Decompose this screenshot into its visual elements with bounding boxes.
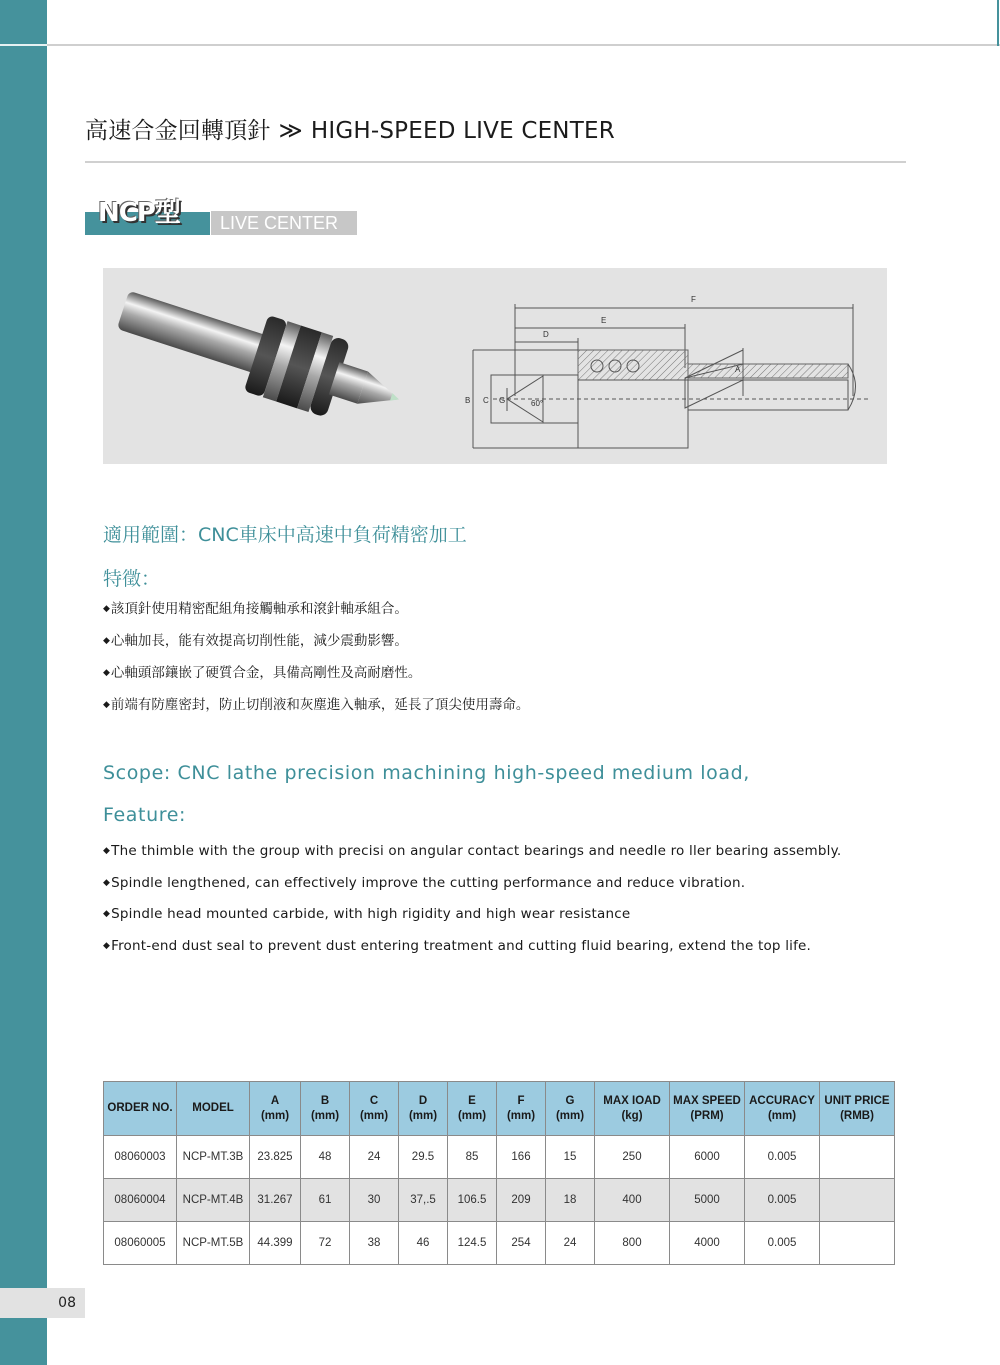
header-unit: (mm) bbox=[260, 1109, 290, 1122]
table-cell: 30 bbox=[350, 1179, 399, 1222]
list-item bbox=[103, 598, 529, 630]
column-header bbox=[350, 1082, 399, 1136]
model-subtitle: LIVE CENTER bbox=[211, 211, 357, 235]
table-cell: 4000 bbox=[670, 1222, 745, 1265]
page-number: 08 bbox=[58, 1295, 76, 1311]
column-header bbox=[448, 1082, 497, 1136]
table-cell: 5000 bbox=[670, 1179, 745, 1222]
live-center-photo bbox=[111, 272, 412, 438]
feature-text: 前端有防塵密封，防止切削液和灰塵進入軸承，延長了頂尖使用壽命。 bbox=[110, 697, 530, 713]
header-unit: (PRM) bbox=[690, 1109, 724, 1122]
side-accent-bar bbox=[0, 0, 47, 1365]
dim-label-c: C bbox=[483, 396, 489, 405]
header-label: MODEL bbox=[192, 1102, 234, 1114]
scope-chinese: 適用範圍：CNC車床中高速中負荷精密加工 bbox=[103, 524, 467, 546]
list-item bbox=[103, 694, 529, 726]
header-label: B bbox=[320, 1094, 330, 1107]
product-illustration bbox=[103, 268, 887, 464]
diamond-bullet-icon: ◆ bbox=[103, 940, 111, 951]
table-cell: 15 bbox=[546, 1136, 595, 1179]
column-header bbox=[497, 1082, 546, 1136]
table-cell: 31.267 bbox=[250, 1179, 301, 1222]
header-label: ACCURACY bbox=[749, 1094, 815, 1107]
dim-label-e: E bbox=[601, 316, 607, 325]
table-cell: 38 bbox=[350, 1222, 399, 1265]
column-header bbox=[670, 1082, 745, 1136]
top-rule bbox=[47, 44, 1000, 46]
list-item bbox=[103, 630, 529, 662]
diamond-bullet-icon: ◆ bbox=[103, 604, 110, 614]
table-cell: 23.825 bbox=[250, 1136, 301, 1179]
column-header bbox=[250, 1082, 301, 1136]
feature-text: Spindle lengthened, can effectively improve the cutting performance and reduce vibration. bbox=[111, 874, 746, 891]
header-label: E bbox=[468, 1094, 476, 1107]
page-title bbox=[85, 112, 615, 145]
header-label: G bbox=[565, 1094, 575, 1107]
column-header bbox=[595, 1082, 670, 1136]
table-cell: NCP-MT.5B bbox=[177, 1222, 250, 1265]
header-unit: (mm) bbox=[555, 1109, 585, 1122]
header-unit: (mm) bbox=[457, 1109, 487, 1122]
list-item bbox=[103, 840, 841, 872]
feature-text: Spindle head mounted carbide, with high rigidity and high wear resistance bbox=[111, 906, 631, 922]
table-cell: 61 bbox=[301, 1179, 350, 1222]
table-row bbox=[104, 1222, 895, 1265]
header-label: F bbox=[517, 1094, 525, 1107]
list-item bbox=[103, 903, 841, 935]
header-label: MAX SPEED bbox=[673, 1094, 741, 1107]
header-label: C bbox=[369, 1094, 379, 1107]
table-cell: 106.5 bbox=[448, 1179, 497, 1222]
table-cell bbox=[820, 1136, 895, 1179]
table-cell: 46 bbox=[399, 1222, 448, 1265]
column-header bbox=[745, 1082, 820, 1136]
table-cell: 0.005 bbox=[745, 1136, 820, 1179]
diamond-bullet-icon: ◆ bbox=[103, 877, 111, 888]
table-cell: 124.5 bbox=[448, 1222, 497, 1265]
dim-label-g: G bbox=[499, 396, 506, 405]
diamond-bullet-icon: ◆ bbox=[103, 700, 110, 710]
technical-drawing bbox=[473, 304, 868, 448]
feature-text: 該頂針使用精密配組角接觸軸承和滾針軸承組合。 bbox=[110, 601, 408, 617]
dim-label-f: F bbox=[691, 295, 696, 304]
title-english: HIGH-SPEED LIVE CENTER bbox=[310, 118, 615, 144]
dim-label-b: B bbox=[465, 396, 471, 405]
table-cell: 72 bbox=[301, 1222, 350, 1265]
product-figure bbox=[103, 268, 887, 464]
spec-table bbox=[103, 1081, 895, 1265]
top-right-edge bbox=[997, 0, 999, 46]
header-unit: (mm) bbox=[408, 1109, 438, 1122]
list-item bbox=[103, 872, 841, 904]
title-chinese: 高速合金回轉頂針 bbox=[85, 118, 271, 144]
diamond-bullet-icon: ◆ bbox=[103, 846, 111, 856]
column-header bbox=[820, 1082, 895, 1136]
table-cell: 0.005 bbox=[745, 1179, 820, 1222]
table-row bbox=[104, 1136, 895, 1179]
feature-list-chinese bbox=[103, 598, 529, 726]
list-item bbox=[103, 935, 841, 967]
table-cell: 400 bbox=[595, 1179, 670, 1222]
table-cell: 24 bbox=[350, 1136, 399, 1179]
dim-label-a: A bbox=[735, 365, 741, 374]
dim-label-angle: 60° bbox=[531, 399, 544, 408]
table-row bbox=[104, 1179, 895, 1222]
header-unit: (RMB) bbox=[840, 1109, 874, 1122]
header-label: D bbox=[418, 1094, 428, 1107]
dim-label-d: D bbox=[543, 330, 549, 339]
table-cell: 254 bbox=[497, 1222, 546, 1265]
table-cell: 0.005 bbox=[745, 1222, 820, 1265]
header-label: MAX IOAD bbox=[603, 1094, 661, 1107]
header-label: UNIT PRICE bbox=[824, 1094, 890, 1107]
header-unit: (mm) bbox=[310, 1109, 340, 1122]
table-cell: NCP-MT.3B bbox=[177, 1136, 250, 1179]
table-cell: 6000 bbox=[670, 1136, 745, 1179]
header-unit: (kg) bbox=[621, 1109, 643, 1122]
table-cell: 48 bbox=[301, 1136, 350, 1179]
table-cell: 18 bbox=[546, 1179, 595, 1222]
table-cell: 37,.5 bbox=[399, 1179, 448, 1222]
feature-text: The thimble with the group with precisi on angular contact bearings and needle ro ller bearing assembly. bbox=[111, 843, 842, 859]
table-cell: NCP-MT.4B bbox=[177, 1179, 250, 1222]
column-header bbox=[399, 1082, 448, 1136]
table-cell: 08060004 bbox=[104, 1179, 177, 1222]
header-unit: (mm) bbox=[767, 1109, 797, 1122]
table-cell: 209 bbox=[497, 1179, 546, 1222]
table-cell: 800 bbox=[595, 1222, 670, 1265]
table-cell: 08060005 bbox=[104, 1222, 177, 1265]
title-divider bbox=[85, 161, 906, 163]
table-cell: 29.5 bbox=[399, 1136, 448, 1179]
column-header bbox=[301, 1082, 350, 1136]
header-label: A bbox=[270, 1094, 280, 1107]
header-unit: (mm) bbox=[506, 1109, 536, 1122]
table-cell bbox=[820, 1179, 895, 1222]
table-cell: 85 bbox=[448, 1136, 497, 1179]
diamond-bullet-icon: ◆ bbox=[103, 668, 110, 678]
side-bar-divider bbox=[0, 44, 47, 46]
column-header bbox=[177, 1082, 250, 1136]
table-header-row bbox=[104, 1082, 895, 1136]
table-cell: 166 bbox=[497, 1136, 546, 1179]
double-chevron-icon: ≫ bbox=[278, 118, 303, 144]
table-cell: 250 bbox=[595, 1136, 670, 1179]
model-type-label: NCP型 bbox=[98, 198, 180, 228]
header-unit: (mm) bbox=[359, 1109, 389, 1122]
scope-english: Scope: CNC lathe precision machining high-speed medium load, bbox=[103, 762, 750, 784]
feature-text: Front-end dust seal to prevent dust entering treatment and cutting fluid bearing, extend the top life. bbox=[111, 937, 812, 954]
table-cell bbox=[820, 1222, 895, 1265]
table-cell: 08060003 bbox=[104, 1136, 177, 1179]
feature-heading-english: Feature: bbox=[103, 804, 186, 826]
feature-text: 心軸頭部鑲嵌了硬質合金，具備高剛性及高耐磨性。 bbox=[110, 665, 422, 681]
list-item bbox=[103, 662, 529, 694]
column-header bbox=[546, 1082, 595, 1136]
diamond-bullet-icon: ◆ bbox=[103, 909, 111, 919]
feature-list-english bbox=[103, 840, 841, 966]
column-header bbox=[104, 1082, 177, 1136]
header-label: ORDER NO. bbox=[107, 1102, 173, 1114]
feature-text: 心軸加長，能有效提高切削性能，減少震動影響。 bbox=[110, 633, 408, 649]
table-cell: 24 bbox=[546, 1222, 595, 1265]
feature-heading-chinese: 特徵： bbox=[103, 568, 161, 590]
diamond-bullet-icon: ◆ bbox=[103, 636, 110, 646]
table-cell: 44.399 bbox=[250, 1222, 301, 1265]
